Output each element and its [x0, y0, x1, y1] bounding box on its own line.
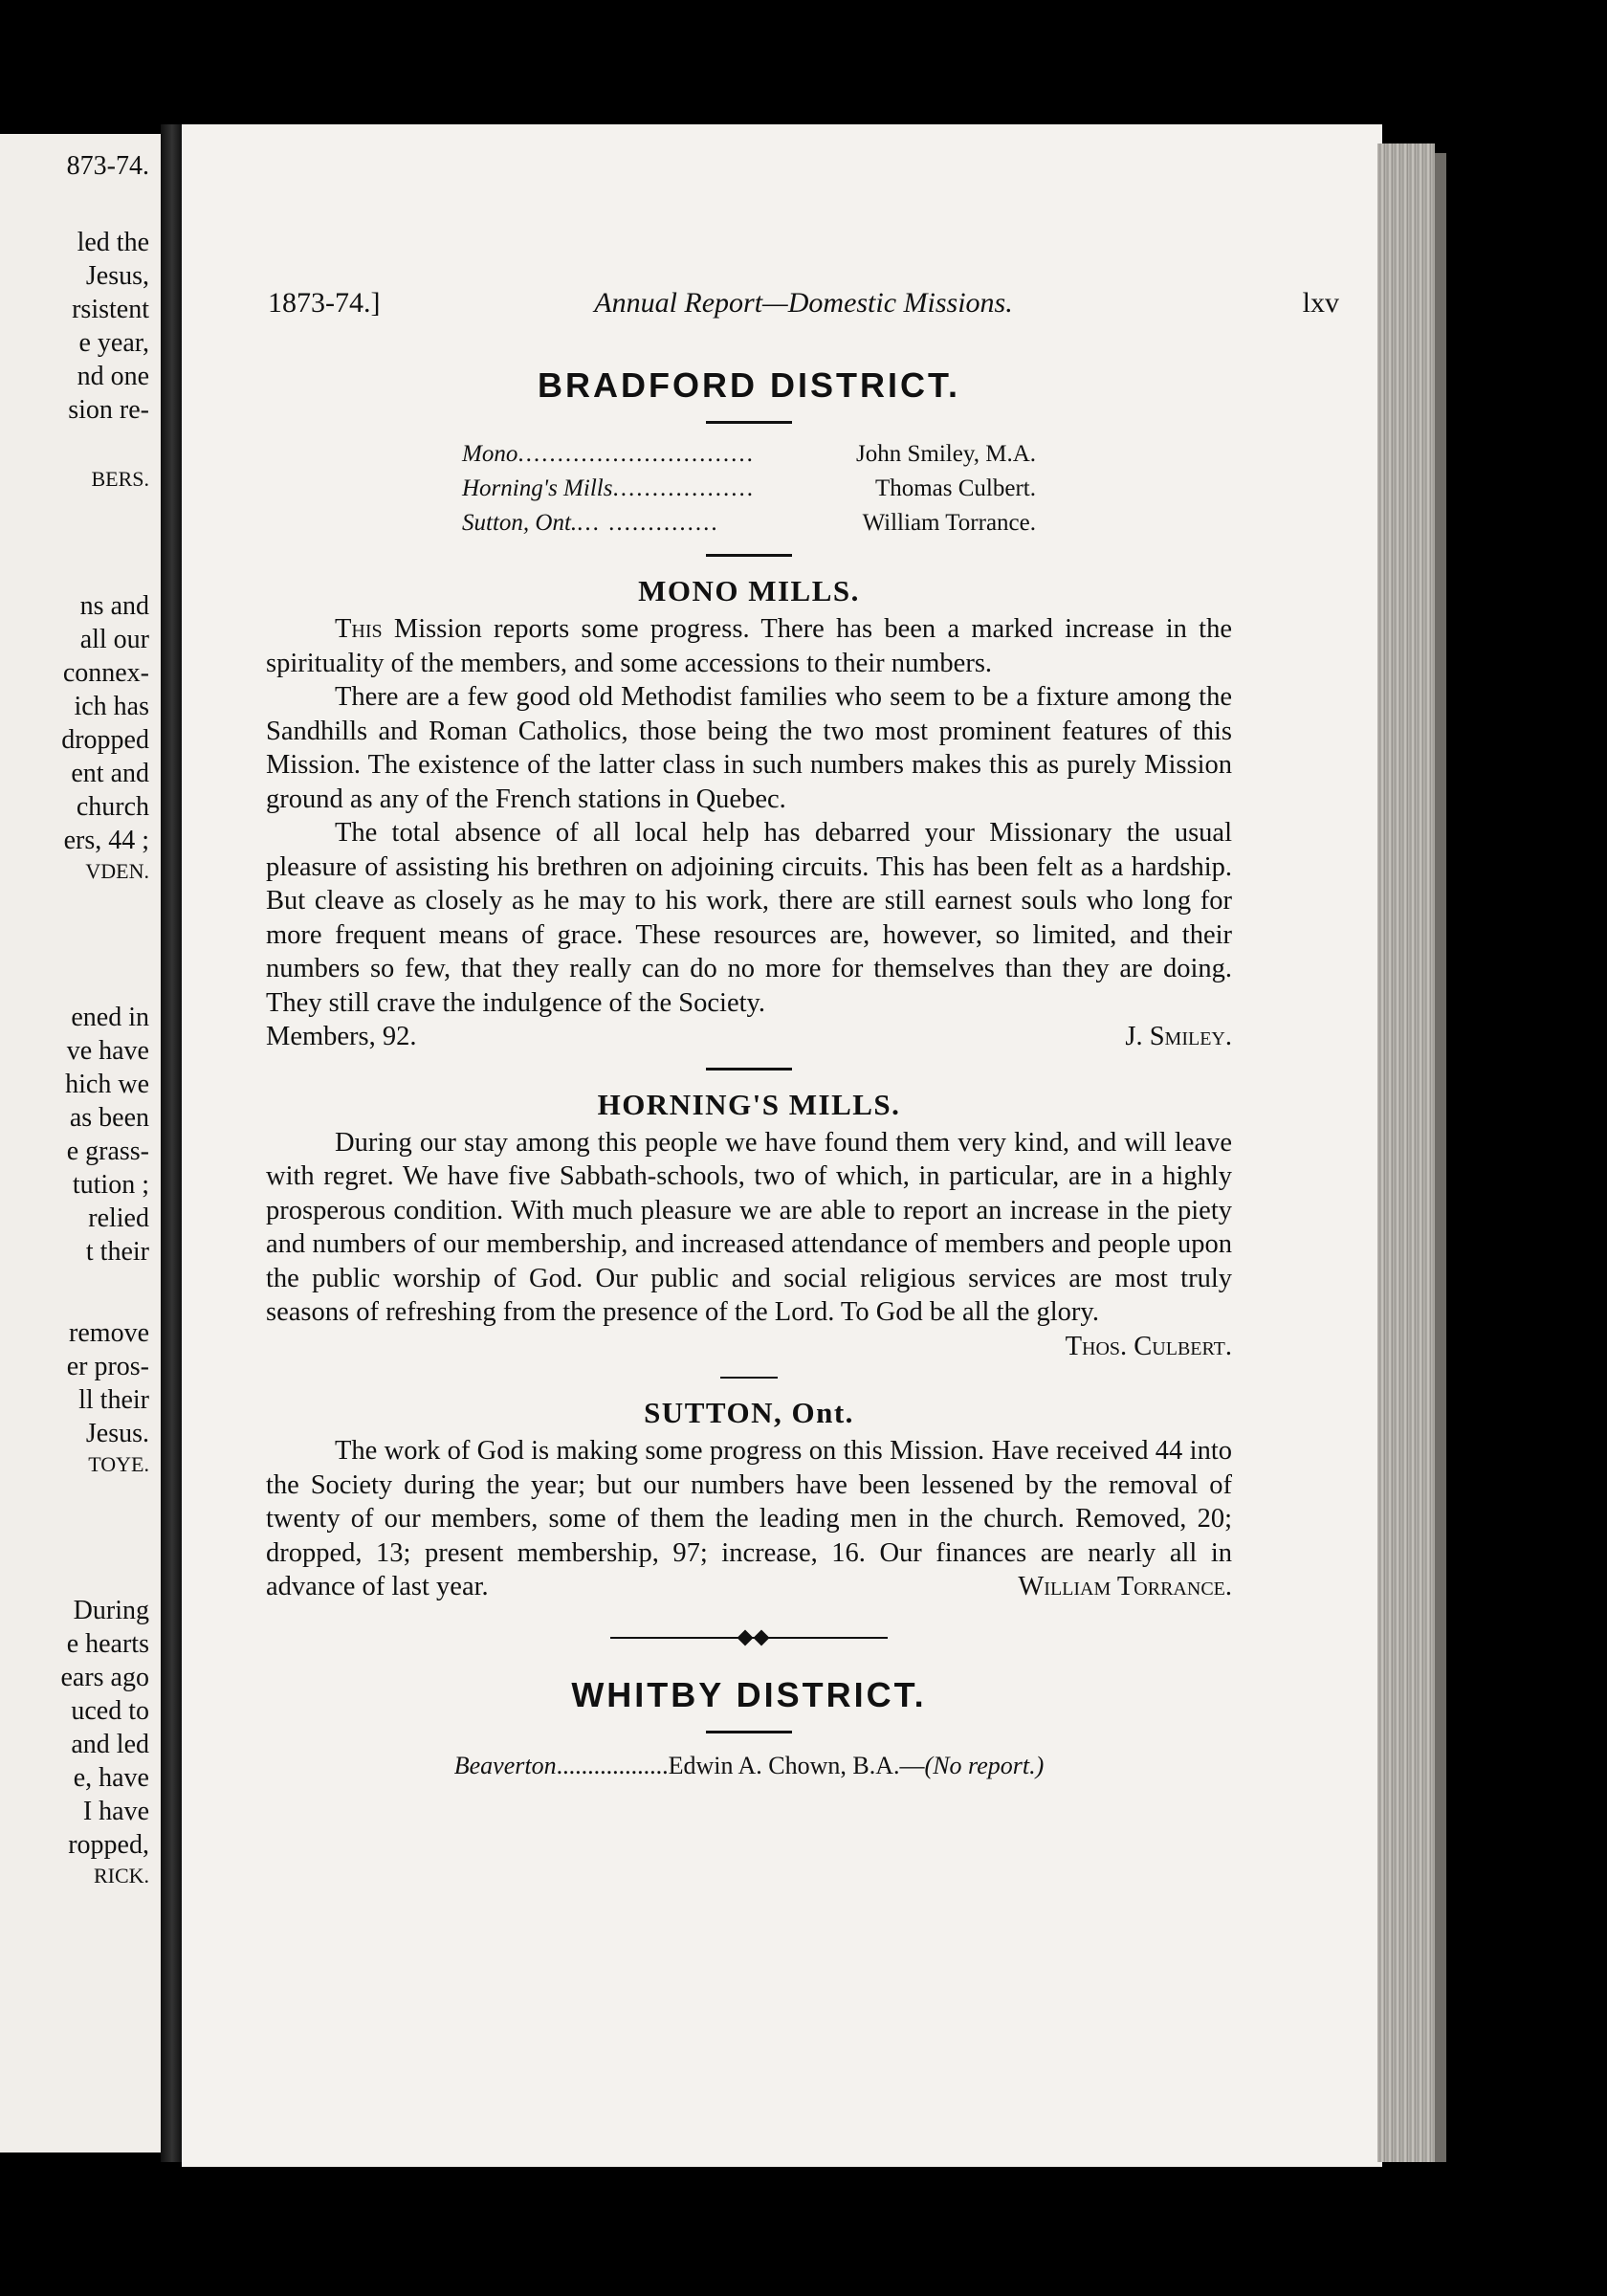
left-page-line: ve have	[66, 1036, 149, 1066]
left-page-line: ll their	[78, 1385, 149, 1415]
left-page-line: relied	[88, 1203, 149, 1233]
left-page-line: ns and	[79, 591, 149, 621]
left-page-line: dropped	[61, 725, 149, 755]
sutton-paragraph-text: The work of God is making some progress on this Mission. Have received 44 into the Society during the year; but our numbers have been lessened by the removal of twenty of our members, some of them the leading men in the church. Removed, 20; dropped, 13; present membership, 97; increase, 16. Our finances are nearly all in advance of last year.	[266, 1436, 1232, 1601]
left-page-line: rsistent	[72, 295, 149, 324]
left-page-line: Jesus.	[85, 1419, 149, 1448]
running-header	[268, 287, 1339, 325]
mono-closing-line	[266, 1020, 1232, 1054]
mono-lead-word: This	[335, 614, 383, 644]
no-report-note: (No report.)	[924, 1751, 1045, 1779]
left-page-line: connex-	[62, 658, 149, 688]
left-page-line: t their	[85, 1237, 149, 1267]
divider-rule	[706, 1068, 792, 1071]
mono-mills-title: MONO MILLS.	[638, 574, 860, 607]
roster-name: William Torrance.	[862, 510, 1036, 536]
left-page-line: During	[73, 1596, 149, 1625]
roster-leader-dots: ..............................	[517, 441, 755, 467]
left-page-line: ropped,	[68, 1830, 149, 1860]
left-page-line: TOYE.	[88, 1452, 149, 1476]
roster-row	[462, 472, 1036, 506]
roster-name: John Smiley, M.A.	[856, 441, 1036, 467]
header-page-number: lxv	[1302, 287, 1339, 319]
mono-paragraph	[266, 612, 1232, 680]
divider-rule	[706, 1731, 792, 1733]
book-gutter	[161, 124, 184, 2162]
divider-rule	[720, 1377, 778, 1379]
page-stack-edge	[1377, 144, 1435, 2162]
whitby-district-title: WHITBY DISTRICT.	[571, 1674, 927, 1714]
roster-leader-dots: ... ..............	[577, 510, 719, 536]
hornings-signature: Thos. Culbert.	[1065, 1331, 1232, 1361]
mono-paragraph-text: Mission reports some progress. There has been a marked increase in the spirituality of the members, and some accessions to their numbers.	[266, 614, 1232, 678]
roster-row	[462, 437, 1036, 472]
mono-members-count: Members, 92.	[266, 1022, 417, 1051]
divider-rule	[706, 421, 792, 424]
left-page-line: VDEN.	[85, 859, 149, 883]
left-page-line: ened in	[71, 1003, 149, 1032]
roster-name: Thomas Culbert.	[874, 475, 1036, 501]
mono-paragraph: There are a few good old Methodist families who seem to be a fixture among the Sandhills and Roman Catholics, those being the two most prominent features of this Mission. The existence of the latter class in such numbers makes this as purely Mission ground as any of the French stations in Quebec.	[266, 682, 1232, 814]
left-page-line: RICK.	[93, 1864, 149, 1888]
left-page-line: and led	[71, 1730, 149, 1759]
header-title: Annual Report—Domestic Missions.	[594, 287, 1013, 319]
left-page-line: hich we	[65, 1070, 149, 1099]
left-page-line: tution ;	[72, 1170, 149, 1200]
page-stack-shadow	[1435, 153, 1446, 2162]
mono-signature: J. Smiley.	[1125, 1022, 1232, 1051]
sutton-paragraph	[266, 1434, 1232, 1604]
left-page-line: ers, 44 ;	[63, 826, 149, 855]
roster-leader-dots: ..................	[556, 1751, 669, 1779]
left-facing-page	[0, 134, 163, 2152]
left-page-line: uced to	[71, 1696, 149, 1726]
left-page-line: 873-74.	[66, 151, 149, 181]
left-page-line: er pros-	[66, 1352, 149, 1381]
roster-name: Edwin A. Chown, B.A.—	[668, 1751, 925, 1779]
left-page-line: as been	[69, 1103, 149, 1133]
left-page-line: led the	[77, 228, 149, 257]
roster-place: Beaverton	[453, 1751, 557, 1779]
header-years: 1873-74.]	[268, 287, 381, 319]
bradford-district-title: BRADFORD DISTRICT.	[538, 365, 960, 405]
left-page-line: e grass-	[66, 1137, 149, 1166]
roster-row	[462, 506, 1036, 541]
roster-place: Mono	[462, 441, 518, 467]
mono-paragraph: The total absence of all local help has debarred your Missionary the usual pleasure of assisting his brethren on adjoining circuits. This has been felt as a hardship. But cleave as closely as he may to his work, there are still earnest souls who long for more frequent means of grace. These resources are, however, so limited, and their numbers so few, that they really can do no more for themselves than they are doing. They still crave the indulgence of the Society.	[266, 818, 1232, 1018]
roster-place: Sutton, Ont.	[462, 510, 578, 536]
left-page-line: all our	[79, 625, 149, 654]
whitby-roster-row	[266, 1747, 1232, 1785]
left-page-line: e, have	[73, 1763, 149, 1793]
left-page-line: nd one	[77, 362, 149, 391]
left-page-line: e hearts	[66, 1629, 149, 1659]
left-page-line: ich has	[74, 692, 149, 721]
hornings-paragraph	[266, 1126, 1232, 1361]
bradford-roster	[462, 437, 1036, 541]
left-page-line: ears ago	[60, 1663, 149, 1692]
hornings-mills-title: HORNING'S MILLS.	[597, 1087, 901, 1121]
left-page-line: sion re-	[68, 395, 149, 425]
page-content	[266, 364, 1232, 1785]
sutton-signature: William Torrance.	[1018, 1572, 1232, 1601]
left-page-line: remove	[69, 1318, 149, 1348]
left-page-line: BERS.	[91, 467, 149, 491]
main-page	[182, 124, 1382, 2167]
hornings-paragraph-text: During our stay among this people we have found them very kind, and will leave with regret. We have five Sabbath-schools, two of which, in particular, are in a highly prosperous condition. With much pleasure we are able to report an increase in the piety and numbers of our membership, and increased attendance of members and people upon the public worship of God. Our public and social religious services are most truly seasons of refreshing from the presence of the Lord. To God be all the glory.	[266, 1127, 1232, 1327]
left-page-line: church	[76, 792, 149, 822]
left-page-line: ent and	[71, 759, 149, 788]
roster-leader-dots: ..................	[612, 475, 755, 501]
ornamental-divider	[610, 1631, 888, 1645]
left-page-line: Jesus,	[85, 261, 149, 291]
left-page-line: e year,	[78, 328, 149, 358]
left-page-line: I have	[82, 1797, 149, 1826]
sutton-title: SUTTON, Ont.	[644, 1396, 854, 1429]
divider-rule	[706, 554, 792, 557]
roster-place: Horning's Mills	[462, 475, 613, 501]
